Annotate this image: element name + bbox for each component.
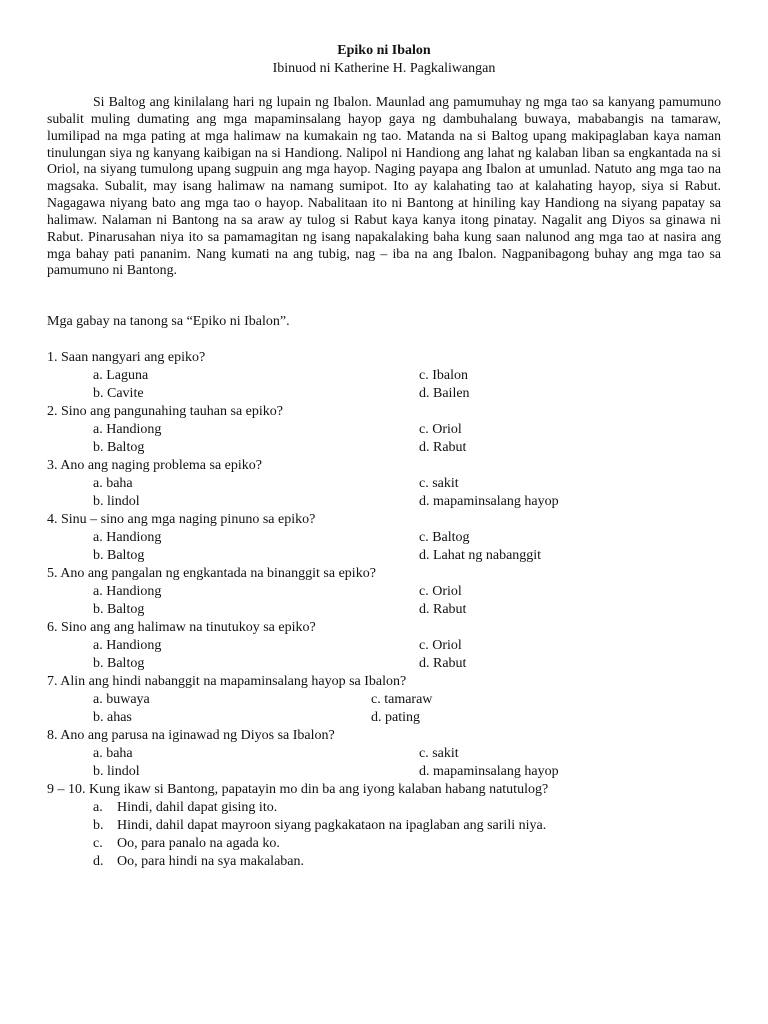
option-b: b. lindol [93,764,140,779]
question-1: 1. Saan nangyari ang epiko? [47,350,206,365]
option-c: c. Baltog [419,530,470,545]
option-b: b. Baltog [93,548,145,563]
option-letter: a. [93,800,103,815]
option-text: Hindi, dahil dapat mayroon siyang pagkakataon na ipaglaban ang sarili niya. [117,818,547,833]
option-a: a. Laguna [93,368,149,383]
option-d: d. Bailen [419,386,470,401]
option-d: d. Rabut [419,656,467,671]
option-d: d. Rabut [419,602,467,617]
option-c: c. sakit [419,476,459,491]
option-c: c. Oriol [419,422,462,437]
question-9-10: 9 – 10. Kung ikaw si Bantong, papatayin mo din ba ang iyong kalaban habang natutulog? [47,782,549,797]
option-d: d. Rabut [419,440,467,455]
options-row [47,385,727,403]
open-option-b [47,817,727,835]
question-7: 7. Alin ang hindi nabanggit na mapaminsalang hayop sa Ibalon? [47,674,407,689]
option-b: b. Baltog [93,440,145,455]
option-b: b. ahas [93,710,132,725]
option-b: b. Baltog [93,656,145,671]
option-a: a. baha [93,746,133,761]
options-row [47,493,727,511]
option-b: b. lindol [93,494,140,509]
option-letter: b. [93,818,104,833]
guide-heading: Mga gabay na tanong sa “Epiko ni Ibalon”. [47,314,290,329]
option-d: d. pating [371,710,420,725]
options-row [47,691,727,709]
quiz-section [47,349,727,871]
options-row [47,547,727,565]
question-6: 6. Sino ang ang halimaw na tinutukoy sa epiko? [47,620,316,635]
options-row [47,367,727,385]
option-a: a. Handiong [93,584,162,599]
question-4: 4. Sinu – sino ang mga naging pinuno sa epiko? [47,512,316,527]
option-b: b. Baltog [93,602,145,617]
option-a: a. Handiong [93,638,162,653]
option-c: c. Oriol [419,638,462,653]
option-text: Hindi, dahil dapat gising ito. [117,800,278,815]
option-text: Oo, para panalo na agada ko. [117,836,280,851]
option-c: c. Oriol [419,584,462,599]
option-text: Oo, para hindi na sya makalaban. [117,854,304,869]
question-2: 2. Sino ang pangunahing tauhan sa epiko? [47,404,284,419]
option-b: b. Cavite [93,386,144,401]
options-row [47,655,727,673]
options-row [47,637,727,655]
option-a: a. Handiong [93,422,162,437]
options-row [47,475,727,493]
question-3: 3. Ano ang naging problema sa epiko? [47,458,263,473]
option-letter: c. [93,836,103,851]
option-c: c. tamaraw [371,692,433,707]
options-row [47,709,727,727]
option-c: c. Ibalon [419,368,468,383]
options-row [47,421,727,439]
open-option-d [47,853,727,871]
option-a: a. buwaya [93,692,150,707]
options-row [47,439,727,457]
options-row [47,745,727,763]
options-row [47,583,727,601]
question-5: 5. Ano ang pangalan ng engkantada na binanggit sa epiko? [47,566,376,581]
open-option-a [47,799,727,817]
option-letter: d. [93,854,104,869]
options-row [47,529,727,547]
options-row [47,601,727,619]
document-title: Epiko ni Ibalon [337,43,431,58]
option-a: a. Handiong [93,530,162,545]
question-8: 8. Ano ang parusa na iginawad ng Diyos sa Ibalon? [47,728,335,743]
option-a: a. baha [93,476,133,491]
document-subtitle: Ibinuod ni Katherine H. Pagkaliwangan [272,61,496,76]
option-d: d. Lahat ng nabanggit [419,548,542,563]
story-paragraph: Si Baltog ang kinilalang hari ng lupain ng Ibalon. Maunlad ang pamumuhay ng mga tao sa kanyang pamumuno subalit muling dumating ang mga mapaminsalang hayop gaya ng dambuhalang buwaya, mababangis na tamaraw, lumilipad na mga pating at mga halimaw na kumakain ng tao. Matanda na si Baltog upang makipaglaban kaya naman tinulungan siya ng kanyang kaibigan na si Handiong. Nalipol ni Handiong ang lahat ng kalaban liban sa engkantada na si Oriol, na siyang tumulong upang sugpuin ang mga hayop. Naging payapa ang Ibalon at umunlad. Natuto ang mga tao na magsaka. Subalit, may isang halimaw na namang sumipot. Ito ay kalahating tao at kalahating hayop, siya si Rabut. Nagagawa niyang bato ang mga tao o hayop. Nabalitaan ito ni Bantong at hiniling kay Handiong na siyang papatay sa halimaw. Nalaman ni Bantong na sa araw ay tulog si Rabut kaya kanya itong pinatay. Nagalit ang Diyos sa ginawa ni Rabut. Pinarusahan niya ito sa pamamagitan ng isang napakalaking baha kung saan nalunod ang mga tao at nasira ang mga bahay pati pananim. Nang kumati na ang tubig, nag – iba na ang Ibalon. Nagpanibagong buhay ang mga tao sa pamumuno ni Bantong. [47,94,721,278]
options-row [47,763,727,781]
open-option-c [47,835,727,853]
option-c: c. sakit [419,746,459,761]
option-d: d. mapaminsalang hayop [419,494,559,509]
option-d: d. mapaminsalang hayop [419,764,559,779]
